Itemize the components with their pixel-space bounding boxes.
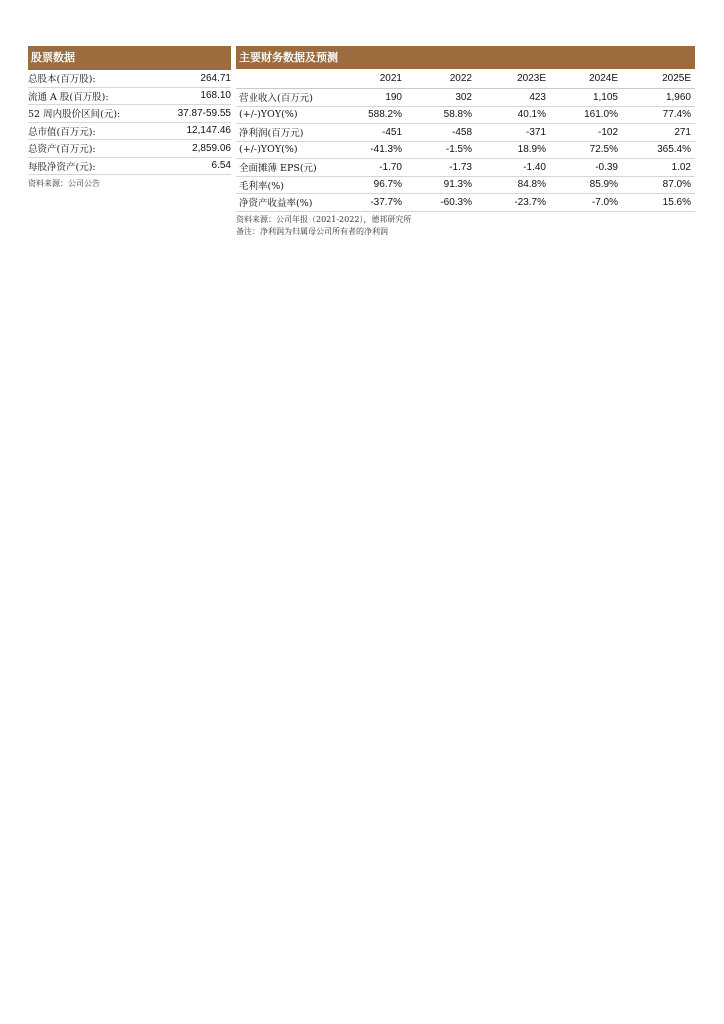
stock-row — [28, 105, 231, 123]
cell: -1.73 — [406, 159, 476, 177]
row-label: 营业收入(百万元) — [236, 89, 336, 107]
cell: -37.7% — [336, 194, 406, 212]
stock-row-value: 37.87-59.55 — [177, 107, 231, 119]
year-header: 2023E — [476, 69, 550, 89]
finance-header-row — [236, 69, 695, 89]
stock-row-label: 每股净资产(元): — [28, 161, 96, 173]
cell: 15.6% — [622, 194, 695, 212]
cell: -7.0% — [550, 194, 622, 212]
cell: 302 — [406, 89, 476, 107]
row-label: 净利润(百万元) — [236, 124, 336, 142]
cell: 365.4% — [622, 141, 695, 159]
cell: 1.02 — [622, 159, 695, 177]
table-row — [236, 141, 695, 159]
finance-notes — [236, 214, 695, 238]
table-row — [236, 89, 695, 107]
year-header: 2021 — [336, 69, 406, 89]
cell: -458 — [406, 124, 476, 142]
cell: 18.9% — [476, 141, 550, 159]
cell: 271 — [622, 124, 695, 142]
stock-row-value: 2,859.06 — [192, 142, 231, 154]
year-header: 2024E — [550, 69, 622, 89]
year-header: 2025E — [622, 69, 695, 89]
cell: 87.0% — [622, 176, 695, 194]
finance-source: 资料来源：公司年报（2021-2022），德邦研究所 — [236, 214, 412, 224]
table-row — [236, 194, 695, 212]
stock-row-label: 流通 A 股(百万股): — [28, 91, 109, 103]
stock-row — [28, 88, 231, 106]
stock-row-value: 12,147.46 — [186, 125, 231, 137]
cell: -1.40 — [476, 159, 550, 177]
cell: -451 — [336, 124, 406, 142]
stock-row-label: 总市值(百万元): — [28, 126, 96, 138]
cell: 72.5% — [550, 141, 622, 159]
stock-row-value: 168.10 — [200, 90, 231, 102]
row-label: 毛利率(%) — [236, 176, 336, 194]
table-row — [236, 159, 695, 177]
cell: 58.8% — [406, 106, 476, 124]
finance-table — [236, 69, 695, 212]
stock-row — [28, 158, 231, 176]
stock-row-label: 总资产(百万元): — [28, 144, 96, 156]
cell: 1,960 — [622, 89, 695, 107]
cell: 190 — [336, 89, 406, 107]
table-row — [236, 106, 695, 124]
finance-remark: 备注：净利润为归属母公司所有者的净利润 — [236, 226, 388, 236]
cell: -60.3% — [406, 194, 476, 212]
stock-row-value: 264.71 — [200, 72, 231, 84]
table-row — [236, 176, 695, 194]
stock-row — [28, 123, 231, 141]
cell: -41.3% — [336, 141, 406, 159]
finance-panel — [236, 46, 695, 238]
cell: 91.3% — [406, 176, 476, 194]
stock-row-label: 52 周内股价区间(元): — [28, 109, 121, 121]
stock-data-rows — [28, 69, 231, 175]
cell: 1,105 — [550, 89, 622, 107]
stock-data-title: 股票数据 — [28, 46, 231, 69]
cell: 96.7% — [336, 176, 406, 194]
cell: -371 — [476, 124, 550, 142]
cell: 85.9% — [550, 176, 622, 194]
row-label: (+/-)YOY(%) — [236, 106, 336, 124]
cell: -102 — [550, 124, 622, 142]
cell: 161.0% — [550, 106, 622, 124]
stock-row-value: 6.54 — [211, 160, 231, 172]
year-header: 2022 — [406, 69, 476, 89]
stock-row-label: 总股本(百万股): — [28, 74, 96, 86]
table-row — [236, 124, 695, 142]
finance-title: 主要财务数据及预测 — [236, 46, 695, 69]
cell: -1.70 — [336, 159, 406, 177]
cell: 40.1% — [476, 106, 550, 124]
cell: 84.8% — [476, 176, 550, 194]
row-label: 全面摊薄 EPS(元) — [236, 159, 336, 177]
cell: -1.5% — [406, 141, 476, 159]
cell: 588.2% — [336, 106, 406, 124]
row-label: (+/-)YOY(%) — [236, 141, 336, 159]
stock-data-panel — [28, 46, 231, 189]
cell: 423 — [476, 89, 550, 107]
cell: 77.4% — [622, 106, 695, 124]
finance-header-blank — [236, 69, 336, 89]
row-label: 净资产收益率(%) — [236, 194, 336, 212]
stock-row — [28, 69, 231, 88]
stock-row — [28, 140, 231, 158]
stock-data-source: 资料来源：公司公告 — [28, 179, 100, 188]
cell: -23.7% — [476, 194, 550, 212]
cell: -0.39 — [550, 159, 622, 177]
